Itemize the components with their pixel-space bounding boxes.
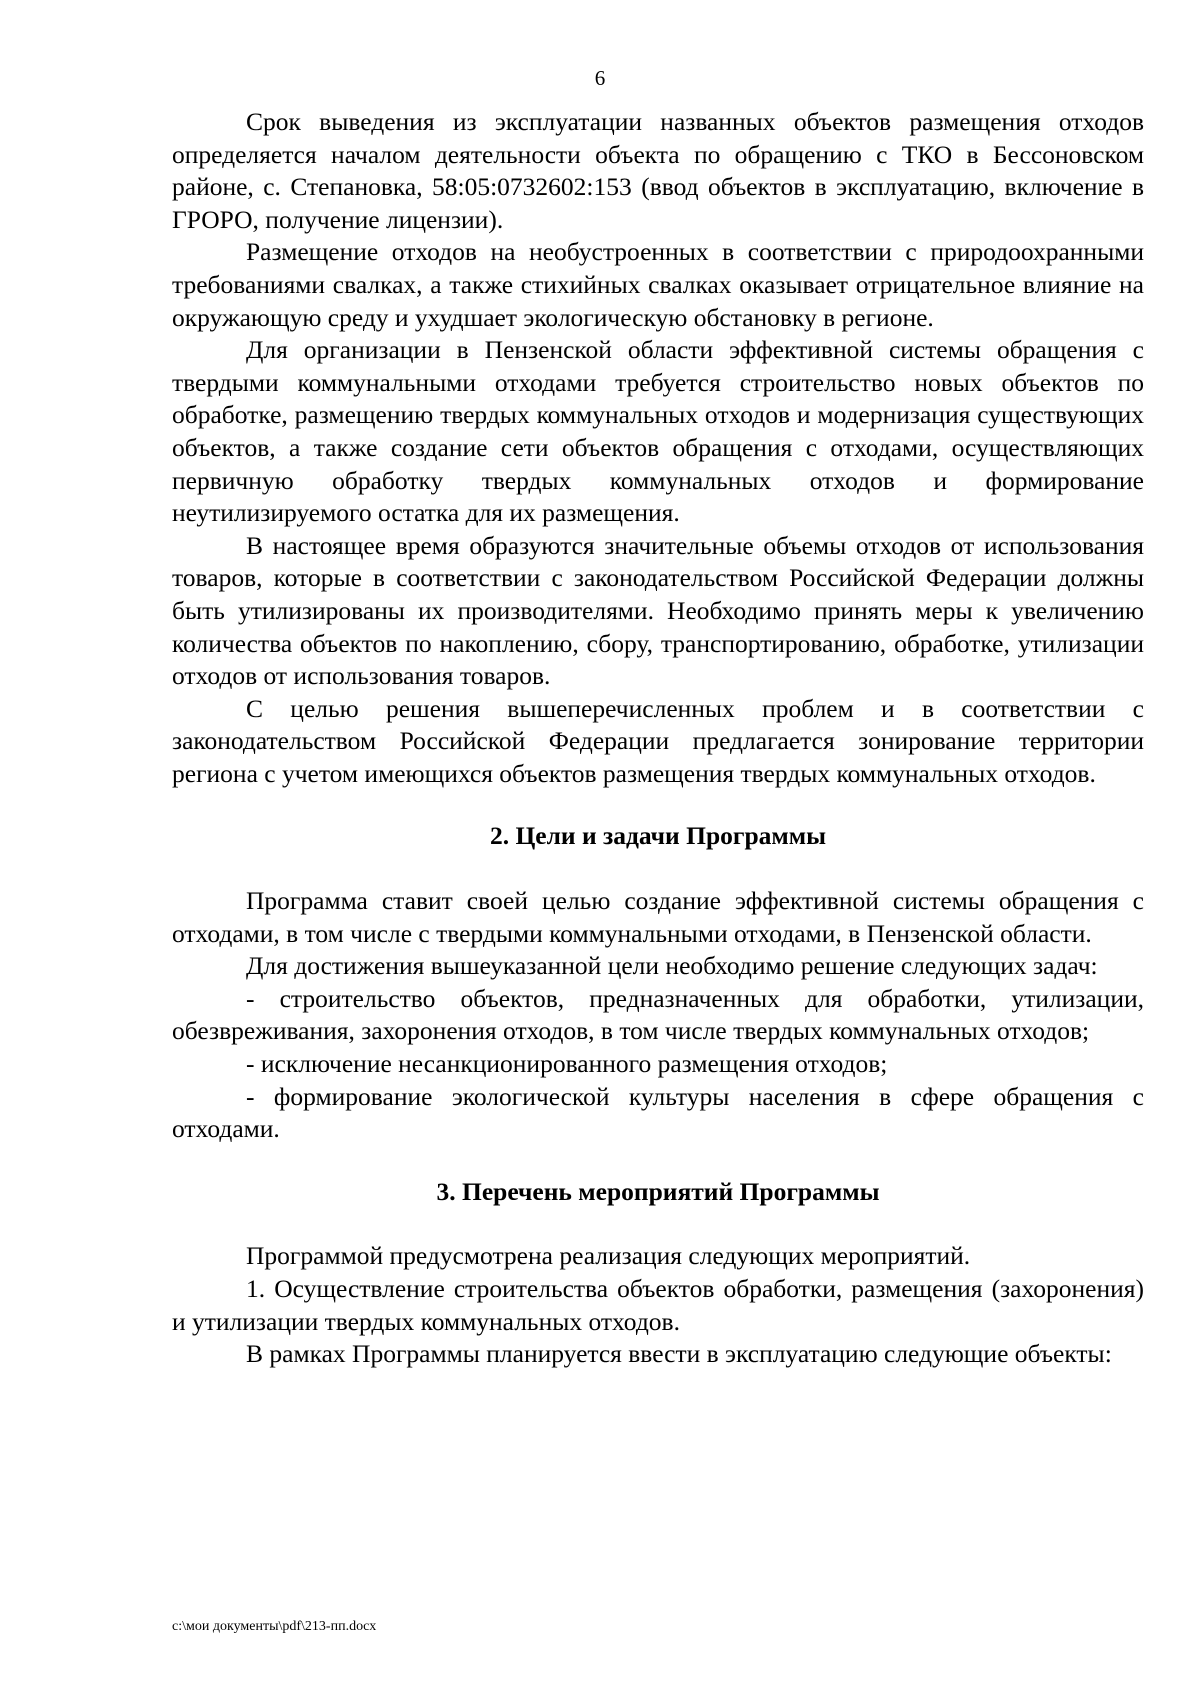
- section-3-heading: 3. Перечень мероприятий Программы: [436, 1176, 880, 1206]
- list-item: - строительство объектов, предназначенных для обработки, утилизации, обезвреживания, захоронения отходов, в том числе твердых коммунальных отходов;: [172, 983, 1144, 1046]
- paragraph: Программой предусмотрена реализация следующих мероприятий.: [246, 1241, 971, 1271]
- paragraph: Для организации в Пензенской области эффективной системы обращения с твердыми коммунальными отходами требуется строительство новых объектов по обработке, размещению твердых коммунальных отходов и модернизация существующих объектов, а также создание сети объектов обращения с отходами, осуществляющих первичную обработку твердых коммунальных отходов и формирование неутилизируемого остатка для их размещения.: [172, 335, 1144, 528]
- paragraph: С целью решения вышеперечисленных проблем и в соответствии с законодательством Российской Федерации предлагается зонирование территории региона с учетом имеющихся объектов размещения твердых коммунальных отходов.: [172, 693, 1144, 788]
- list-item: - формирование экологической культуры населения в сфере обращения с отходами.: [172, 1081, 1144, 1144]
- paragraph: Программа ставит своей целью создание эффективной системы обращения с отходами, в том числе с твердыми коммунальными отходами, в Пензенской области.: [172, 886, 1144, 948]
- section-2-heading: 2. Цели и задачи Программы: [489, 821, 827, 851]
- paragraph: Для достижения вышеуказанной цели необходимо решение следующих задач:: [246, 951, 1098, 981]
- list-item: - исключение несанкционированного размещения отходов;: [246, 1049, 888, 1079]
- paragraph: Размещение отходов на необустроенных в соответствии с природоохранными требованиями свалках, а также стихийных свалках оказывает отрицательное влияние на окружающую среду и ухудшает экологическую обстановку в регионе.: [172, 237, 1144, 332]
- paragraph: В рамках Программы планируется ввести в эксплуатацию следующие объекты:: [246, 1339, 1112, 1369]
- document-body: [172, 106, 1144, 1371]
- paragraph: В настоящее время образуются значительные объемы отходов от использования товаров, которые в соответствии с законодательством Российской Федерации должны быть утилизированы их производителями. Необходимо принять меры к увеличению количества объектов по накоплению, сбору, транспортированию, обработке, утилизации отходов от использования товаров.: [172, 530, 1144, 691]
- page-number: 6: [594, 66, 606, 90]
- paragraph: Срок выведения из эксплуатации названных объектов размещения отходов определяется началом деятельности объекта по обращению с ТКО в Бессоновском районе, с. Степановка, 58:05:0732602:153 (ввод объектов в эксплуатацию, включение в ГРОРО, получение лицензии).: [172, 107, 1144, 234]
- paragraph: 1. Осуществление строительства объектов обработки, размещения (захоронения) и утилизации твердых коммунальных отходов.: [172, 1274, 1144, 1336]
- footer-file-path: c:\мои документы\pdf\213-пп.docx: [172, 1619, 377, 1634]
